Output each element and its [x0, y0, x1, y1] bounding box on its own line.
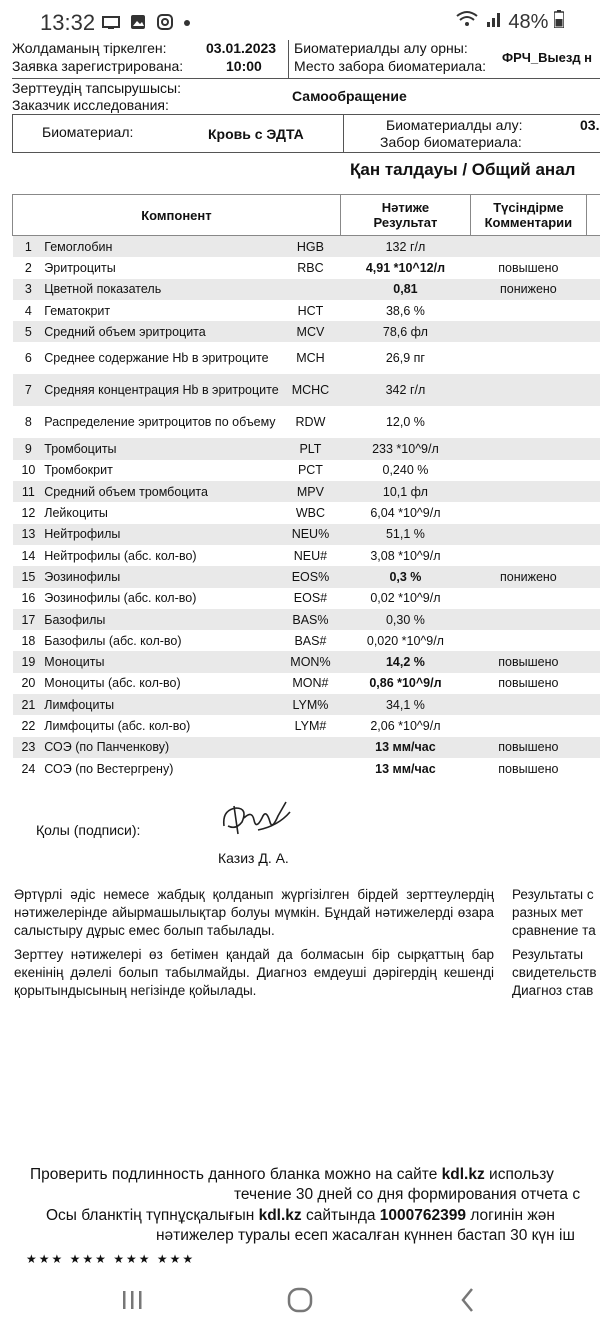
- extra-cell: [586, 321, 600, 342]
- back-icon[interactable]: [458, 1286, 478, 1314]
- extra-cell: [586, 630, 600, 651]
- table-row: [13, 438, 600, 459]
- row-number: 6: [24, 351, 32, 366]
- table-row: [13, 588, 600, 609]
- extra-cell: [586, 737, 600, 758]
- result-value: 13 мм/час: [375, 761, 436, 776]
- notification-icons: [102, 14, 191, 35]
- navigation-bar: [0, 1270, 600, 1332]
- result-comment: повышено: [498, 676, 559, 691]
- component-name: Лимфоциты: [44, 694, 280, 715]
- result-value: 0,02 *10^9/л: [370, 591, 441, 606]
- collect-value: 03.: [580, 117, 600, 133]
- result-comment: [471, 236, 587, 258]
- note-ru-1-line: сравнение та: [512, 923, 596, 938]
- reg-label-ru: Заявка зарегистрирована:: [12, 58, 184, 74]
- extra-cell: [586, 502, 600, 523]
- component-name: СОЭ (по Панченкову): [44, 737, 280, 758]
- component-name: Средняя концентрация Hb в эритроците: [44, 374, 280, 406]
- customer-value: Самообращение: [292, 88, 407, 104]
- note-ru-2-line: свидетельств: [512, 965, 597, 980]
- divider: [12, 152, 600, 153]
- row-number: 12: [21, 506, 36, 521]
- table-row: [13, 406, 600, 438]
- component-name: Нейтрофилы (абс. кол-во): [44, 548, 197, 563]
- row-number: 21: [13, 694, 45, 715]
- component-name: Базофилы (абс. кол-во): [44, 633, 182, 648]
- component-name: Гемоглобин: [44, 236, 280, 258]
- component-code: PLT: [281, 438, 341, 459]
- row-number: 10: [21, 463, 36, 478]
- row-number: 8: [24, 415, 32, 430]
- note-ru-1-line: Результаты с: [512, 887, 594, 902]
- report-title: Қан талдауы / Общий анал: [350, 160, 576, 179]
- row-number: 5: [13, 321, 45, 342]
- component-code: MPV: [281, 481, 341, 502]
- component-code: EOS%: [281, 566, 341, 587]
- result-value: 51,1 %: [340, 524, 470, 545]
- row-number: 19: [13, 651, 45, 672]
- header-result-ru: Результат: [373, 215, 438, 230]
- component-name: Цветной показатель: [44, 279, 280, 300]
- component-code: RBC: [297, 260, 324, 275]
- reg-label-kz: Жолдаманың тіркелген:: [12, 40, 167, 56]
- row-number: 24: [21, 761, 36, 776]
- extra-cell: [586, 300, 600, 321]
- extra-cell: [586, 694, 600, 715]
- result-comment: [471, 694, 587, 715]
- extra-cell: [586, 545, 600, 566]
- footer-login: 1000762399: [379, 1207, 467, 1224]
- component-name: Средний объем тромбоцита: [44, 481, 280, 502]
- signal-icon: [485, 10, 503, 28]
- note-ru-1: [512, 886, 600, 940]
- table-row: [13, 279, 600, 300]
- signature-image: [218, 796, 298, 844]
- component-code: HGB: [281, 236, 341, 258]
- component-code: LYM#: [294, 718, 327, 733]
- component-code: [281, 279, 341, 300]
- row-number: 18: [21, 633, 36, 648]
- home-icon[interactable]: [286, 1286, 314, 1314]
- component-code: BAS#: [294, 633, 327, 648]
- footer-check-ru-line2: течение 30 дней со дня формирования отчета с: [234, 1186, 581, 1203]
- extra-cell: [586, 257, 600, 278]
- collect-label-ru: Забор биоматериала:: [380, 134, 522, 150]
- result-comment: [471, 438, 587, 459]
- result-comment: [471, 406, 587, 438]
- row-number: 3: [13, 279, 45, 300]
- wifi-icon: [455, 10, 479, 28]
- footer-check-ru: [30, 1166, 554, 1184]
- result-value: 3,08 *10^9/л: [370, 548, 441, 563]
- reg-time: 10:00: [226, 58, 262, 74]
- component-name: Среднее содержание Hb в эритроците: [44, 350, 269, 365]
- component-name: Моноциты: [44, 651, 280, 672]
- header-result-kz: Нәтиже: [381, 200, 430, 215]
- table-row: [13, 651, 600, 672]
- results-table: [12, 194, 600, 779]
- header-comment-kz: Түсіндірме: [493, 200, 564, 215]
- component-code: BAS%: [281, 609, 341, 630]
- result-comment: [471, 588, 587, 609]
- row-number: 22: [21, 718, 36, 733]
- collect-label-kz: Биоматериалды алу:: [386, 117, 523, 133]
- footer-text: Осы бланктің түпнұсқалығын: [46, 1207, 255, 1224]
- biomaterial-value: Кровь с ЭДТА: [208, 126, 304, 142]
- battery-icon: [554, 10, 564, 28]
- gallery-icon: [130, 14, 146, 30]
- component-code: RDW: [295, 415, 326, 430]
- header-comment-ru: Комментарии: [484, 215, 573, 230]
- footer-stars: ★★★ ★★★ ★★★ ★★★: [26, 1252, 196, 1266]
- component-code: PCT: [297, 463, 323, 478]
- component-code: [281, 758, 341, 779]
- component-name: Лейкоциты: [44, 506, 108, 521]
- result-value: 0,86 *10^9/л: [369, 676, 442, 691]
- table-row: [13, 300, 600, 321]
- row-number: 9: [13, 438, 45, 459]
- component-name: Моноциты (абс. кол-во): [44, 676, 181, 691]
- note-ru-2: [512, 946, 600, 1000]
- signature-name: Казиз Д. А.: [218, 850, 289, 866]
- component-name: Тромбокрит: [44, 463, 113, 478]
- component-code: LYM%: [281, 694, 341, 715]
- table-row: [13, 737, 600, 758]
- component-code: EOS#: [293, 591, 328, 606]
- result-comment: [471, 502, 587, 523]
- result-comment: [471, 321, 587, 342]
- component-code: [281, 737, 341, 758]
- result-comment: [471, 300, 587, 321]
- result-value: 0,240 %: [382, 463, 429, 478]
- row-number: 1: [13, 236, 45, 258]
- component-name: Эритроциты: [44, 260, 116, 275]
- row-number: 7: [13, 374, 45, 406]
- result-comment: [471, 460, 587, 481]
- table-row: [13, 566, 600, 587]
- result-value: 132 г/л: [340, 236, 470, 258]
- row-number: 15: [13, 566, 45, 587]
- result-comment: повышено: [471, 737, 587, 758]
- component-name: Базофилы: [44, 609, 280, 630]
- extra-cell: [586, 279, 600, 300]
- result-value: 34,1 %: [340, 694, 470, 715]
- footer-check-kz: [46, 1207, 555, 1225]
- cast-icon: [102, 16, 120, 30]
- table-row: [13, 460, 600, 481]
- result-comment: повышено: [498, 260, 559, 275]
- result-value: 233 *10^9/л: [340, 438, 470, 459]
- extra-cell: [586, 566, 600, 587]
- signature-label: Қолы (подписи):: [36, 822, 141, 838]
- footer-check-kz-line2: нәтижелер туралы есеп жасалған күннен бастап 30 күн іш: [156, 1227, 575, 1244]
- row-number: 4: [24, 303, 32, 318]
- table-row: [13, 502, 600, 523]
- header-extra: [586, 195, 600, 236]
- component-name: Гематокрит: [44, 303, 111, 318]
- row-number: 2: [24, 260, 32, 275]
- row-number: 14: [21, 548, 36, 563]
- table-row: [13, 374, 600, 406]
- customer-label-ru: Заказчик исследования:: [12, 97, 169, 113]
- extra-cell: [586, 758, 600, 779]
- customer-label-kz: Зерттеудің тапсырушысы:: [12, 80, 182, 96]
- component-name: Эозинофилы: [44, 566, 280, 587]
- biomaterial-label: Биоматериал:: [42, 124, 134, 140]
- row-number: 11: [13, 481, 45, 502]
- result-value: 78,6 фл: [340, 321, 470, 342]
- extra-cell: [586, 588, 600, 609]
- extra-cell: [586, 236, 600, 258]
- component-code: NEU#: [293, 548, 328, 563]
- row-number: 13: [13, 524, 45, 545]
- component-name: Эозинофилы (абс. кол-во): [44, 591, 197, 606]
- clock: 13:32: [40, 10, 96, 35]
- table-row: [13, 630, 600, 651]
- component-name: Нейтрофилы: [44, 524, 280, 545]
- row-number: 17: [13, 609, 45, 630]
- result-comment: [471, 374, 587, 406]
- recent-apps-icon[interactable]: [120, 1288, 144, 1312]
- result-value: 26,9 пг: [385, 351, 425, 366]
- place-label-kz: Биоматериалды алу орны:: [294, 40, 468, 56]
- note-kz-2: Зерттеу нәтижелері өз бетімен қандай да болмасын бір сырқаттың бар екенінің дәлелі болып табылмайды. Диагноз емдеуші дәрігердің кешенді қорытындысының негізінде қойылады.: [14, 947, 494, 998]
- component-name: Тромбоциты: [44, 438, 280, 459]
- table-row: [13, 236, 600, 258]
- result-value: 10,1 фл: [340, 481, 470, 502]
- footer-text: логинін жән: [470, 1207, 555, 1224]
- result-value: 6,04 *10^9/л: [370, 506, 441, 521]
- table-row: [13, 694, 600, 715]
- component-code: MCH: [296, 351, 325, 366]
- result-value: 38,6 %: [385, 303, 425, 318]
- footer-site-link[interactable]: kdl.kz: [441, 1166, 485, 1183]
- dot-icon: [183, 14, 191, 30]
- result-comment: повышено: [498, 761, 559, 776]
- result-value: 0,30 %: [340, 609, 470, 630]
- component-code: MON#: [292, 676, 329, 691]
- footer-text: сайтында: [305, 1207, 376, 1224]
- result-comment: [471, 609, 587, 630]
- result-value: 4,91 *10^12/л: [365, 260, 446, 275]
- extra-cell: [586, 651, 600, 672]
- table-row: [13, 545, 600, 566]
- result-value: 342 г/л: [340, 374, 470, 406]
- table-row: [13, 524, 600, 545]
- result-comment: повышено: [471, 651, 587, 672]
- component-code: WBC: [295, 506, 326, 521]
- result-value: 13 мм/час: [340, 737, 470, 758]
- note-ru-2-line: Диагноз став: [512, 983, 594, 998]
- divider: [288, 40, 289, 78]
- component-code: MCHC: [281, 374, 341, 406]
- component-code: NEU%: [281, 524, 341, 545]
- component-code: MON%: [281, 651, 341, 672]
- note-ru-2-line: Результаты: [512, 947, 584, 962]
- result-value: 0,020 *10^9/л: [366, 633, 444, 648]
- table-row: [13, 321, 600, 342]
- result-comment: понижено: [471, 566, 587, 587]
- component-code: HCT: [297, 303, 324, 318]
- divider: [12, 114, 13, 152]
- table-row: [13, 342, 600, 374]
- divider: [12, 114, 600, 115]
- table-row: [13, 758, 600, 779]
- extra-cell: [586, 481, 600, 502]
- extra-cell: [586, 438, 600, 459]
- extra-cell: [586, 715, 600, 736]
- header-result: [340, 195, 470, 236]
- result-comment: [471, 630, 587, 651]
- table-row: [13, 715, 600, 736]
- instagram-icon: [157, 14, 173, 30]
- extra-cell: [586, 524, 600, 545]
- place-value: ФРЧ_Выезд н: [502, 50, 593, 65]
- result-value: 14,2 %: [340, 651, 470, 672]
- result-comment: [471, 481, 587, 502]
- divider: [343, 114, 344, 152]
- result-comment: понижено: [471, 279, 587, 300]
- component-name: СОЭ (по Вестергрену): [44, 761, 174, 776]
- footer-site-link[interactable]: kdl.kz: [258, 1207, 302, 1224]
- row-number: 23: [13, 737, 45, 758]
- result-comment: [471, 524, 587, 545]
- result-value: 0,3 %: [340, 566, 470, 587]
- extra-cell: [586, 460, 600, 481]
- row-number: 20: [21, 676, 36, 691]
- result-value: 12,0 %: [385, 415, 425, 430]
- result-value: 0,81: [340, 279, 470, 300]
- reg-date: 03.01.2023: [206, 40, 277, 56]
- note-ru-1-line: разных мет: [512, 905, 584, 920]
- battery-percent: 48%: [508, 11, 549, 33]
- table-header: [13, 195, 600, 236]
- table-row: [13, 481, 600, 502]
- table-row: [13, 257, 600, 278]
- component-name: Распределение эритроцитов по объему: [44, 414, 276, 429]
- component-name: Средний объем эритроцита: [44, 321, 280, 342]
- header-comment: [471, 195, 587, 236]
- header-component: Компонент: [13, 195, 341, 236]
- result-value: 2,06 *10^9/л: [370, 718, 441, 733]
- result-comment: [471, 342, 587, 374]
- divider: [12, 78, 600, 79]
- result-comment: [471, 545, 587, 566]
- extra-cell: [586, 609, 600, 630]
- extra-cell: [586, 673, 600, 694]
- component-name: Лимфоциты (абс. кол-во): [44, 718, 191, 733]
- table-row: [13, 609, 600, 630]
- extra-cell: [586, 374, 600, 406]
- place-label-ru: Место забора биоматериала:: [294, 58, 487, 74]
- row-number: 16: [21, 591, 36, 606]
- lab-report: [0, 40, 600, 1280]
- component-code: MCV: [281, 321, 341, 342]
- extra-cell: [586, 342, 600, 374]
- table-row: [13, 673, 600, 694]
- result-comment: [471, 715, 587, 736]
- footer-text: использу: [489, 1166, 554, 1183]
- footer-text: Проверить подлинность данного бланка можно на сайте: [30, 1166, 438, 1183]
- status-right: [455, 10, 564, 34]
- note-kz-1: Әртүрлі әдіс немесе жабдық қолданып жүргізілген бірдей зерттеулердің нәтижелерінде айырмашылықтар болуы мүмкін. Бұндай нәтижелерді өзара салыстыру дұрыс емес болып табылады.: [14, 887, 494, 938]
- extra-cell: [586, 406, 600, 438]
